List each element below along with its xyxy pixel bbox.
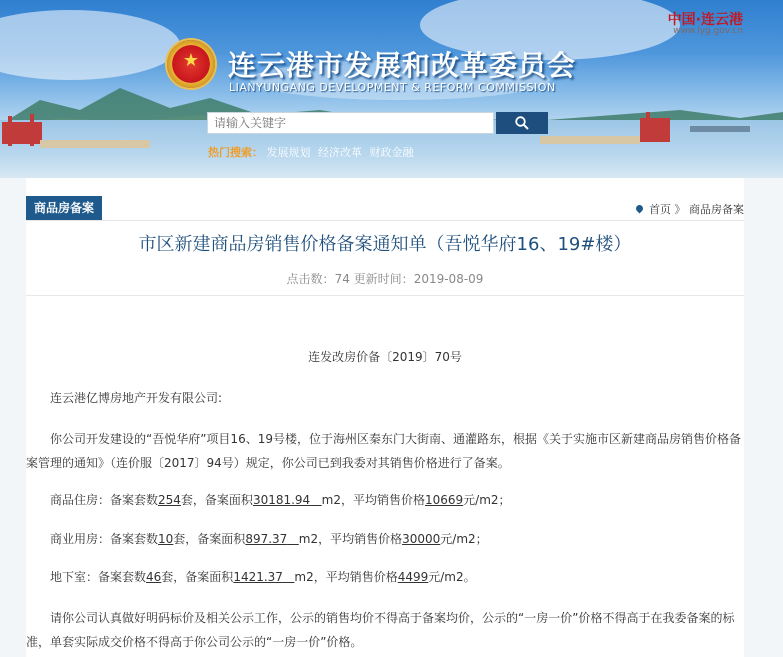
basement-price: 4499 [397,570,429,584]
hot-link-economic-reform[interactable]: 经济改革 [318,146,362,159]
hot-link-finance[interactable]: 财政金融 [369,146,414,159]
breadcrumb-home[interactable]: 首页 [649,203,671,216]
addressee: 连云港亿博房地产开发有限公司: [50,391,223,405]
breadcrumb-separator: 》 [674,203,686,216]
commercial-text: m2，平均销售价格 [298,532,403,546]
right-margin [744,178,783,657]
basement-count: 46 [146,570,162,584]
click-count: 74 [334,272,350,286]
breadcrumb [636,201,744,217]
commercial-area: 897.37 [245,532,288,546]
basement-area: 1421.37 [233,570,283,584]
basement-line [26,565,744,589]
commercial-unit: 元/m2； [440,532,488,546]
commercial-text: 套，备案面积 [173,532,246,546]
commercial-price: 30000 [402,532,441,546]
residential-label: 商品住房：备案套数 [50,493,159,507]
article-title: 市区新建商品房销售价格备案通知单（吾悦华府16、19#楼） [138,234,632,255]
meta-divider [26,295,744,296]
residential-price: 10669 [424,493,464,507]
category-tab[interactable]: 商品房备案 [26,196,102,220]
commercial-line [26,527,744,551]
national-emblem-icon: ★ [167,40,215,88]
category-bar [26,196,744,221]
commercial-count: 10 [158,532,174,546]
residential-unit: 元/m2； [463,493,511,507]
document-number: 连发改房价备〔2019〕70号 [308,350,462,364]
hot-link-development-planning[interactable]: 发展规划 [266,146,311,159]
basement-text: m2，平均销售价格 [294,570,398,584]
hot-search-label: 热门搜索： [208,146,263,159]
location-pin-icon [635,204,645,214]
residential-line [26,488,744,512]
left-margin [0,178,26,657]
basement-text: 套，备案面积 [161,570,234,584]
residential-count: 254 [158,493,181,507]
clicks-label: 点击数： [286,272,335,286]
search-button[interactable] [496,112,548,134]
paragraph-intro: 你公司开发建设的“吾悦华府”项目16、19号楼，位于海州区秦东门大街南、通灌路东，根据《关于实施市区新建商品房销售价格备案管理的通知》（连价服〔2017〕94号）规定，你公司已到我委对其销售价格进行了备案。 [26,432,741,470]
site-subtitle: LIANYUNGANG DEVELOPMENT & REFORM COMMISSION [229,81,556,94]
search-input[interactable] [207,112,494,134]
article-meta [26,270,744,287]
residential-area: 30181.94 [252,493,311,507]
paragraph-notice: 请你公司认真做好明码标价及相关公示工作，公示的销售均价不得高于备案均价，公示的“一房一价”价格不得高于在我委备案的标准，单套实际成交价格不得高于你公司公示的“一房一价”价格。 [26,611,735,649]
header-banner [0,0,783,178]
hot-search-bar [208,144,418,160]
commercial-label: 商业用房：备案套数 [50,532,159,546]
search-icon [515,116,529,130]
site-title: 连云港市发展和改革委员会 [228,49,577,82]
updated-label: 更新时间： [353,272,414,286]
basement-label: 地下室：备案套数 [50,570,147,584]
brand-logo-text: 中国·连云港 [667,12,743,28]
breadcrumb-current[interactable]: 商品房备案 [689,203,744,216]
updated-date: 2019-08-09 [413,272,484,286]
residential-text: m2，平均销售价格 [321,493,425,507]
brand-url: www.lyg.gov.cn [673,26,743,36]
article-container [26,178,744,657]
basement-unit: 元/m2。 [428,570,476,584]
residential-text: 套，备案面积 [180,493,253,507]
